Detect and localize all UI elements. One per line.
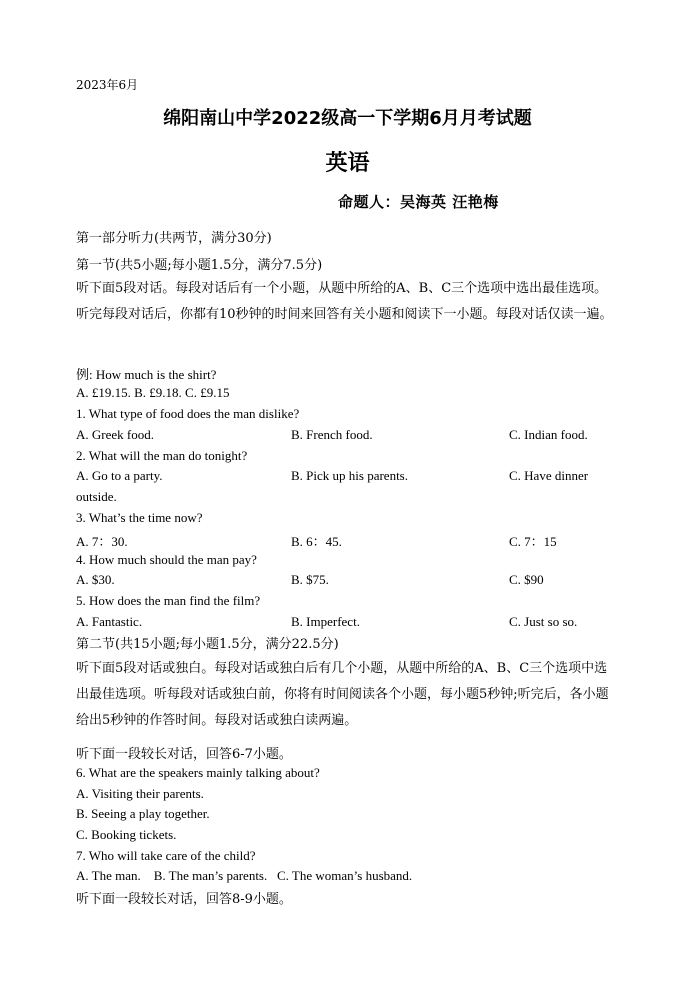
question-5: 5. How does the man find the film? xyxy=(76,593,261,608)
question-5-option-a: A. Fantastic. xyxy=(76,614,143,629)
exam-authors: 命题人：吴海英 汪艳梅 xyxy=(338,193,499,211)
section1-heading: 第一节(共5小题;每小题1.5分，满分7.5分) xyxy=(76,258,323,273)
exam-date: 2023年6月 xyxy=(76,78,139,92)
exam-subject: 英语 xyxy=(325,151,370,176)
exam-title: 绵阳南山中学2022级高一下学期6月月考试题 xyxy=(163,108,532,129)
dialogue1-intro: 听下面一段较长对话，回答6-7小题。 xyxy=(76,747,292,762)
question-6-option-c: C. Booking tickets. xyxy=(76,827,177,842)
question-7-options: A. The man. B. The man’s parents. C. The woman’s husband. xyxy=(76,868,413,883)
question-1-option-c: C. Indian food. xyxy=(509,427,588,442)
example-question: 例: How much is the shirt? xyxy=(76,367,217,382)
question-4-option-c: C. $90 xyxy=(509,572,544,587)
part1-heading: 第一部分听力(共两节，满分30分) xyxy=(76,231,272,246)
question-5-option-c: C. Just so so. xyxy=(509,614,578,629)
question-1: 1. What type of food does the man dislike? xyxy=(76,406,300,421)
question-6-option-b: B. Seeing a play together. xyxy=(76,806,210,821)
question-2-option-c: C. Have dinner xyxy=(509,468,589,483)
question-7: 7. Who will take care of the child? xyxy=(76,848,256,863)
question-2-option-b: B. Pick up his parents. xyxy=(291,468,408,483)
question-6-option-a: A. Visiting their parents. xyxy=(76,786,204,801)
section2-instructions: 听下面5段对话或独白。每段对话或独白后有几个小题，从题中所给的A、B、C三个选项中选出最佳选项。听每段对话或独白前，你将有时间阅读各个小题，每小题5秒钟;听完后，各小题给出5秒钟的作答时间。每段对话或独白读两遍。 xyxy=(76,661,609,728)
question-2-option-c-continued: outside. xyxy=(76,489,117,504)
question-4: 4. How much should the man pay? xyxy=(76,552,257,567)
question-2-option-a: A. Go to a party. xyxy=(76,468,163,483)
question-3: 3. What’s the time now? xyxy=(76,510,203,525)
question-4-option-a: A. $30. xyxy=(76,572,115,587)
dialogue2-intro: 听下面一段较长对话，回答8-9小题。 xyxy=(76,892,292,907)
section2-heading: 第二节(共15小题;每小题1.5分，满分22.5分) xyxy=(76,637,339,652)
question-3-option-c: C. 7：15 xyxy=(509,534,557,549)
question-2: 2. What will the man do tonight? xyxy=(76,448,248,463)
section1-instructions: 听下面5段对话。每段对话后有一个小题，从题中所给的A、B、C三个选项中选出最佳选项。听完每段对话后，你都有10秒钟的时间来回答有关小题和阅读下一小题。每段对话仅读一遍。 xyxy=(76,281,613,322)
example-options: A. £19.15. B. £9.18. C. £9.15 xyxy=(76,385,230,400)
question-1-option-a: A. Greek food. xyxy=(76,427,154,442)
question-6: 6. What are the speakers mainly talking about? xyxy=(76,765,320,780)
question-3-option-b: B. 6：45. xyxy=(291,534,342,549)
question-3-option-a: A. 7：30. xyxy=(76,534,128,549)
question-5-option-b: B. Imperfect. xyxy=(291,614,360,629)
question-4-option-b: B. $75. xyxy=(291,572,329,587)
question-1-option-b: B. French food. xyxy=(291,427,373,442)
